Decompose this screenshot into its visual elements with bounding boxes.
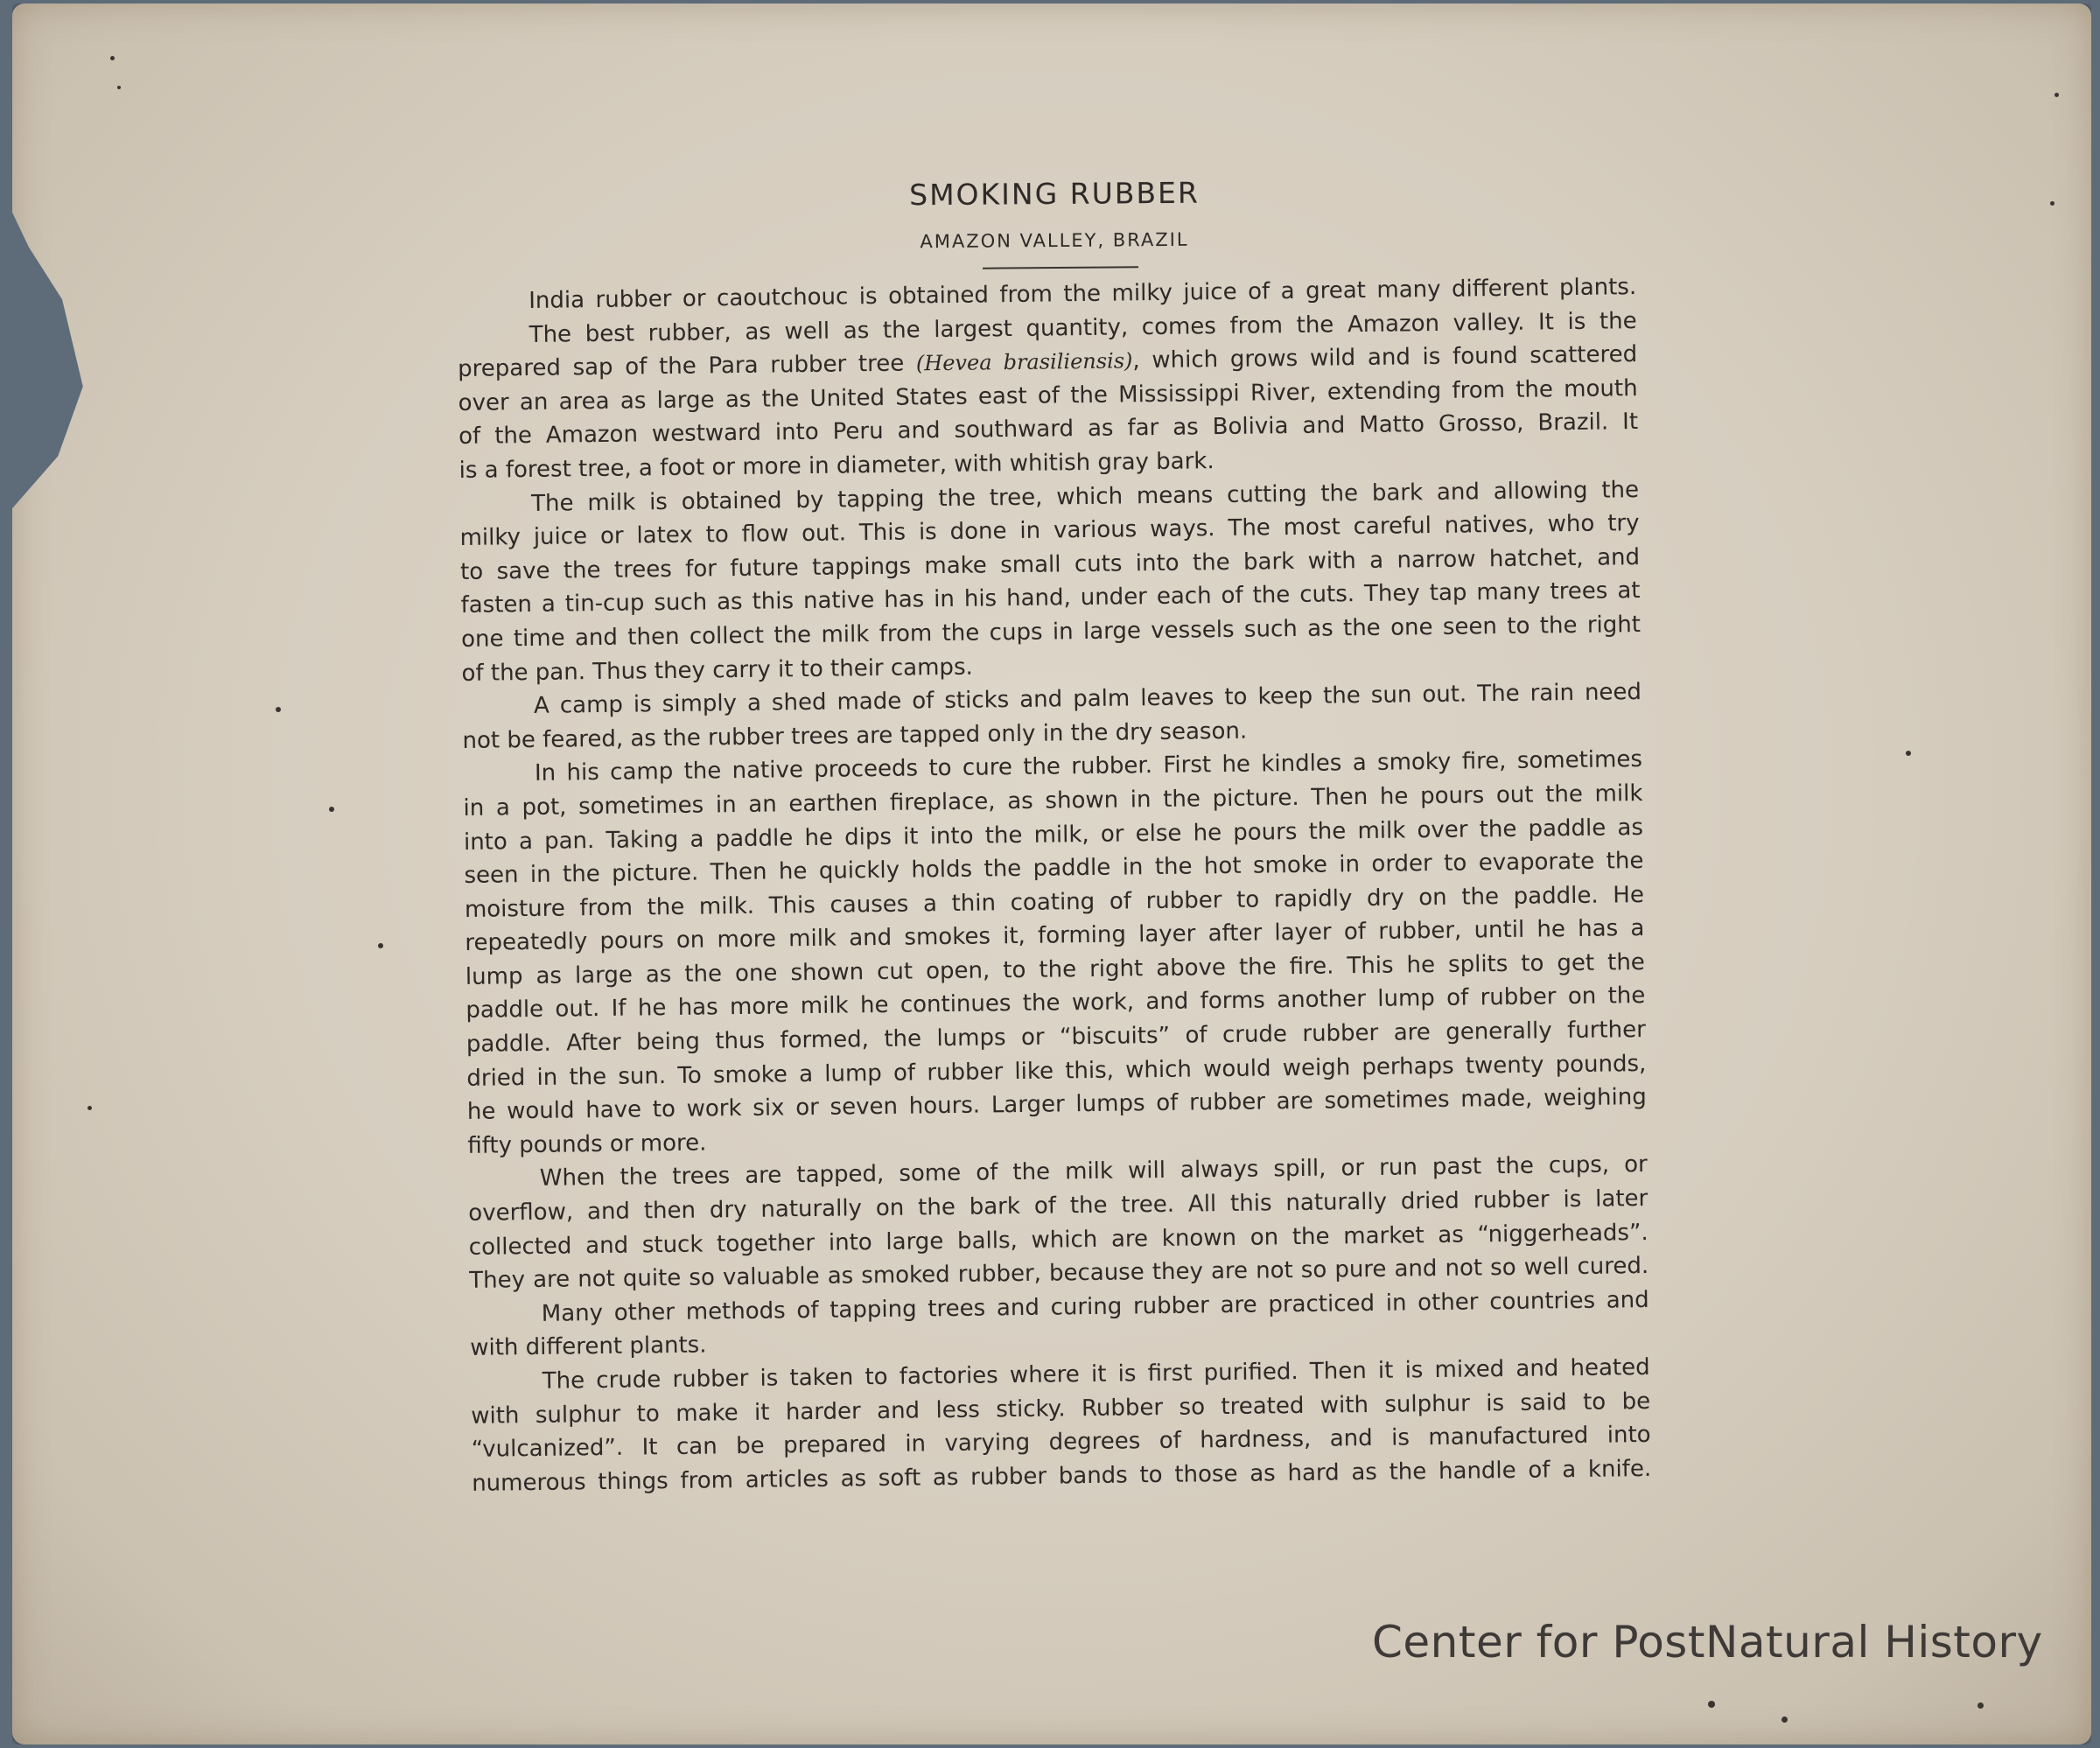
text-line: fasten a tin-cup such as this native has in his hand, under each of the cuts. They tap many trees at bbox=[460, 577, 1641, 619]
text-line: India rubber or caoutchouc is obtained from the milky juice of a great many different plants. bbox=[528, 274, 1637, 314]
ink-speck bbox=[2050, 201, 2054, 206]
text-segment: prepared sap of the Para rubber tree bbox=[458, 350, 905, 383]
text-line: one time and then collect the milk from the cups in large vessels such as the one seen to the right bbox=[460, 611, 1642, 653]
text-line: In his camp the native proceeds to cure the rubber. First he kindles a smoky fire, sometimes bbox=[534, 746, 1643, 787]
ink-speck bbox=[1782, 1717, 1788, 1723]
watermark: Center for PostNatural History bbox=[1372, 1617, 2043, 1668]
text-line: of the pan. Thus they carry it to their camps. bbox=[461, 654, 973, 687]
text-line: with sulphur to make it harder and less sticky. Rubber so treated with sulphur is said to be bbox=[471, 1388, 1651, 1430]
text-line: not be feared, as the rubber trees are tapped only in the dry season. bbox=[462, 717, 1248, 754]
article-body bbox=[457, 270, 1651, 1500]
ink-speck bbox=[2054, 93, 2059, 97]
text-line: They are not quite so valuable as smoked rubber, because they are not so pure and not so well cured. bbox=[469, 1253, 1649, 1295]
text-line: over an area as large as the United States east of the Mississippi River, extending from the mouth bbox=[458, 374, 1638, 416]
text-line: is a forest tree, a foot or more in diameter, with whitish gray bark. bbox=[458, 448, 1214, 484]
text-line: When the trees are tapped, some of the milk will always spill, or run past the cups, or bbox=[539, 1151, 1648, 1192]
text-line: Many other methods of tapping trees and curing rubber are practiced in other countries and bbox=[541, 1286, 1649, 1327]
text-line: seen in the picture. Then he quickly holds the paddle in the hot smoke in order to evaporate the bbox=[464, 848, 1644, 890]
text-line: fifty pounds or more. bbox=[467, 1129, 707, 1159]
ink-speck bbox=[1906, 751, 1911, 756]
ink-speck bbox=[378, 943, 383, 948]
text-line: A camp is simply a shed made of sticks and palm leaves to keep the sun out. The rain need bbox=[533, 679, 1642, 720]
ink-speck bbox=[276, 707, 281, 712]
ink-speck bbox=[1708, 1701, 1715, 1708]
text-segment: , which grows wild and is found scattered bbox=[1132, 341, 1638, 374]
text-line: numerous things from articles as soft as rubber bands to those as hard as the handle of a knife. bbox=[472, 1455, 1652, 1497]
scientific-name: (Hevea brasiliensis) bbox=[915, 348, 1133, 376]
document-subtitle: AMAZON VALLEY, BRAZIL bbox=[920, 228, 1189, 253]
text-line: paddle out. If he has more milk he continues the work, and forms another lump of rubber on the bbox=[466, 982, 1646, 1024]
text-line: in a pot, sometimes in an earthen fireplace, as shown in the picture. Then he pours out the milk bbox=[463, 780, 1643, 822]
text-line: into a pan. Taking a paddle he dips it into the milk, or else he pours the milk over the paddle as bbox=[463, 814, 1644, 856]
text-line: overflow, and then dry naturally on the bark of the tree. All this naturally dried rubber is later bbox=[468, 1185, 1648, 1227]
ink-speck bbox=[117, 86, 121, 89]
text-line: dried in the sun. To smoke a lump of rubber like this, which would weigh perhaps twenty pounds, bbox=[466, 1050, 1647, 1092]
ink-speck bbox=[110, 56, 115, 60]
text-line: milky juice or latex to flow out. This is done in various ways. The most careful natives, who try bbox=[459, 510, 1640, 552]
text-line: moisture from the milk. This causes a thin coating of rubber to rapidly dry on the paddle. He bbox=[464, 881, 1645, 923]
text-line: to save the trees for future tappings make small cuts into the bark with a narrow hatchet, and bbox=[459, 543, 1641, 585]
ink-speck bbox=[1978, 1703, 1984, 1709]
ink-speck bbox=[329, 807, 334, 812]
text-line: with different plants. bbox=[470, 1332, 707, 1362]
ink-speck bbox=[88, 1106, 92, 1110]
text-line: paddle. After being thus formed, the lumps or “biscuits” of crude rubber are generally further bbox=[466, 1017, 1646, 1058]
text-line: collected and stuck together into large balls, which are known on the market as “niggerheads”. bbox=[468, 1219, 1648, 1261]
text-line: repeatedly pours on more milk and smokes it, forming layer after layer of rubber, until he has a bbox=[465, 915, 1645, 957]
document-title: SMOKING RUBBER bbox=[909, 175, 1200, 213]
text-line: The best rubber, as well as the largest quantity, comes from the Amazon valley. It is the bbox=[528, 307, 1637, 348]
text-line: lump as large as the one shown cut open, to the right above the fire. This he splits to get the bbox=[465, 948, 1646, 990]
text-line: The crude rubber is taken to factories where it is first purified. Then it is mixed and heated bbox=[542, 1353, 1650, 1395]
text-line: of the Amazon westward into Peru and southward as far as Bolivia and Matto Grosso, Brazil. It bbox=[458, 409, 1639, 451]
text-line: he would have to work six or seven hours. Larger lumps of rubber are sometimes made, weighing bbox=[466, 1084, 1647, 1126]
text-line: “vulcanized”. It can be prepared in varying degrees of hardness, and is manufactured into bbox=[471, 1422, 1651, 1464]
text-line: The milk is obtained by tapping the tree, which means cutting the bark and allowing the bbox=[530, 476, 1640, 517]
